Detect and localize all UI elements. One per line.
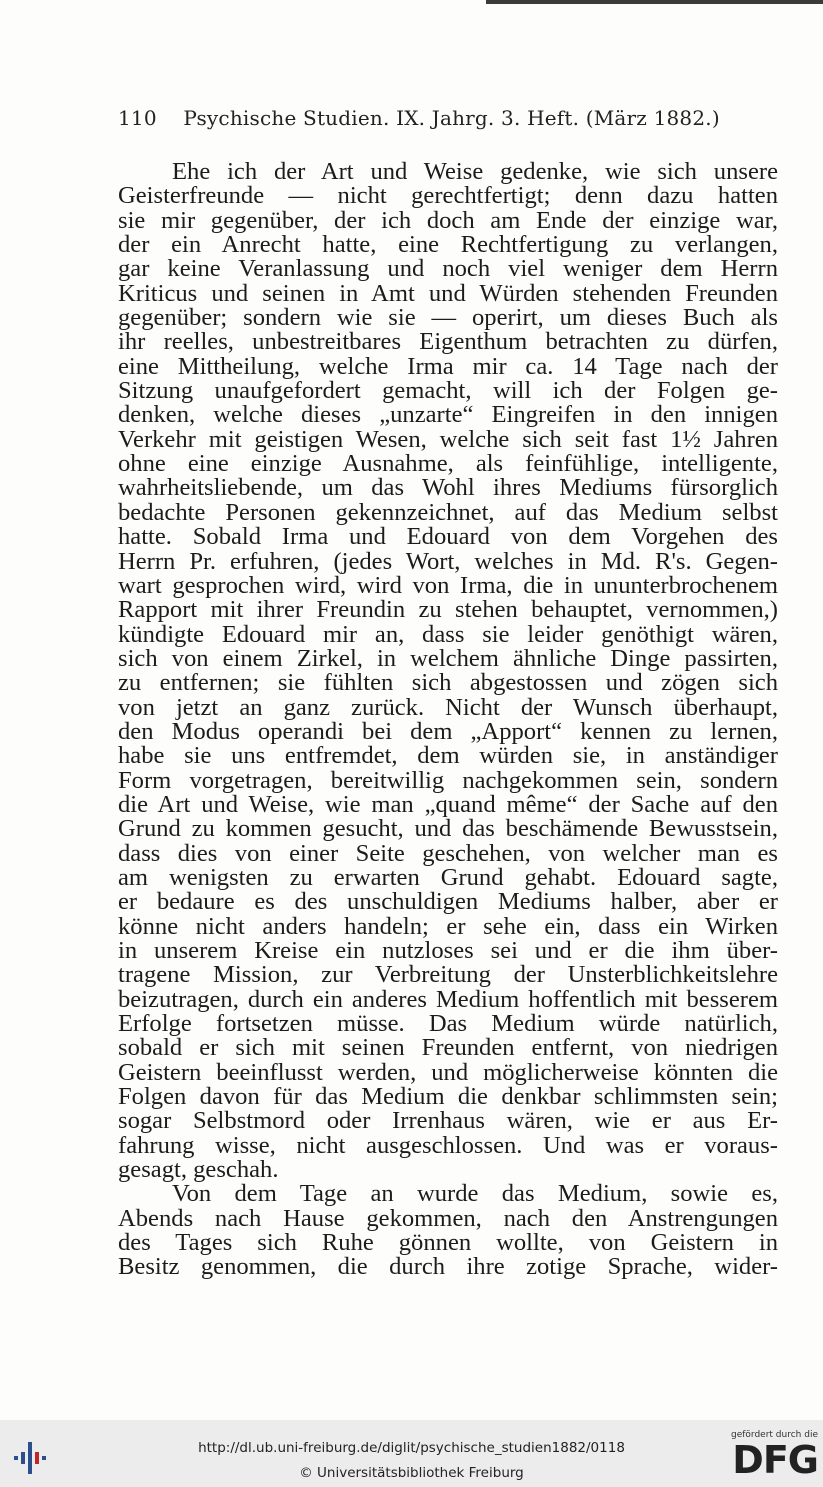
text-line: Abends nach Hause gekommen, nach den Anstrengungen [118, 1204, 778, 1232]
text-line: bedachte Personen gekennzeichnet, auf das Medium selbst [118, 498, 778, 526]
text-line: denken, welche dieses „unzarte“ Eingreifen in den innigen [118, 401, 778, 429]
text-line: gegenüber; sondern wie sie — operirt, um dieses Buch als [118, 304, 778, 332]
text-line: ihr reelles, unbestreitbares Eigenthum betrachten zu dürfen, [118, 328, 778, 356]
text-line: Verkehr mit geistigen Wesen, welche sich seit fast 1½ Jahren [118, 425, 778, 453]
page-number: 110 [118, 106, 157, 130]
top-edge-rule [486, 0, 823, 4]
text-line: beizutragen, durch ein anderes Medium hoffentlich mit besserem [118, 985, 778, 1013]
text-line: wahrheitsliebende, um das Wohl ihres Mediums fürsorglich [118, 474, 778, 502]
text-line: er bedaure es des unschuldigen Mediums halber, aber er [118, 888, 778, 916]
text-line: könne nicht anders handeln; er sehe ein, dass ein Wirken [118, 912, 778, 940]
text-line: Geisterfreunde — nicht gerechtfertigt; denn dazu hatten [118, 182, 778, 210]
text-line: des Tages sich Ruhe gönnen wollte, von Geistern in [118, 1229, 778, 1257]
text-line: sie mir gegenüber, der ich doch am Ende der einzige war, [118, 206, 778, 234]
text-line: der ein Anrecht hatte, eine Rechtfertigung zu verlangen, [118, 231, 778, 259]
text-line: den Modus operandi bei dem „Apport“ kennen zu lernen, [118, 717, 778, 745]
text-line: gar keine Veranlassung und noch viel weniger dem Herrn [118, 255, 778, 283]
dfg-logo: DFG [732, 1438, 818, 1482]
text-line: in unserem Kreise ein nutzloses sei und er die ihm über- [118, 937, 778, 964]
running-title: Psychische Studien. IX. Jahrg. 3. Heft. (März 1882.) [183, 106, 720, 130]
text-line: Kriticus und seinen in Amt und Würden stehenden Freunden [118, 279, 778, 307]
text-line: dass dies von einer Seite geschehen, von welcher man es [118, 839, 778, 867]
text-line: eine Mittheilung, welche Irma mir ca. 14 Tage nach der [118, 352, 778, 380]
text-line: Form vorgetragen, bereitwillig nachgekommen sein, sondern [118, 766, 778, 794]
running-header [118, 106, 738, 130]
text-line: sobald er sich mit seinen Freunden entfernt, von niedrigen [118, 1034, 778, 1062]
source-url-link[interactable]: http://dl.ub.uni-freiburg.de/diglit/psychische_studien1882/0118 [198, 1440, 625, 1456]
text-line: Besitz genommen, die durch ihre zotige Sprache, wider- [118, 1253, 778, 1281]
text-line: Von dem Tage an wurde das Medium, sowie es, [172, 1180, 778, 1208]
text-line: hatte. Sobald Irma und Edouard von dem Vorgehen des [118, 523, 778, 551]
text-line: ohne eine einzige Ausnahme, als feinfühlige, intelligente, [118, 450, 778, 478]
text-line: die Art und Weise, wie man „quand même“ der Sache auf den [118, 790, 778, 818]
text-line: sich von einem Zirkel, in welchem ähnliche Dinge passirten, [118, 644, 778, 672]
text-line: am wenigsten zu erwarten Grund gehabt. Edouard sagte, [118, 863, 778, 891]
text-line: gesagt, geschah. [118, 1156, 279, 1184]
text-line: Folgen davon für das Medium die denkbar schlimmsten sein; [118, 1083, 778, 1111]
text-line: Erfolge fortsetzen müsse. Das Medium würde natürlich, [118, 1010, 778, 1038]
text-line: kündigte Edouard mir an, dass sie leider genöthigt wären, [118, 620, 778, 648]
text-line: Grund zu kommen gesucht, und das beschämende Bewusstsein, [118, 815, 778, 843]
text-line: wart gesprochen wird, wird von Irma, die in ununterbrochenem [118, 571, 778, 599]
copyright-text: © Universitätsbibliothek Freiburg [299, 1465, 524, 1481]
text-line: Herrn Pr. erfuhren, (jedes Wort, welches in Md. R's. Gegen- [118, 547, 778, 575]
text-line: Ehe ich der Art und Weise gedenke, wie sich unsere [172, 158, 778, 185]
text-line: zu entfernen; sie fühlten sich abgestossen und zögen sich [118, 669, 778, 697]
text-line: Rapport mit ihrer Freundin zu stehen behauptet, vernommen,) [118, 596, 778, 624]
text-line: habe sie uns entfremdet, dem würden sie, in anständiger [118, 742, 778, 770]
text-line: Geistern beeinflusst werden, und möglicherweise könnten die [118, 1058, 778, 1086]
text-line: Sitzung unaufgefordert gemacht, will ich der Folgen ge- [118, 377, 778, 405]
text-line: sogar Selbstmord oder Irrenhaus wären, wie er aus Er- [118, 1107, 778, 1135]
text-line: tragene Mission, zur Verbreitung der Unsterblichkeitslehre [118, 961, 778, 989]
body-text [118, 160, 778, 1280]
sponsor-caption: gefördert durch die [731, 1430, 818, 1440]
text-line: von jetzt an ganz zurück. Nicht der Wunsch überhaupt, [118, 693, 778, 721]
viewer-footer [0, 1420, 823, 1487]
text-line: fahrung wisse, nicht ausgeschlossen. Und was er voraus- [118, 1131, 778, 1159]
